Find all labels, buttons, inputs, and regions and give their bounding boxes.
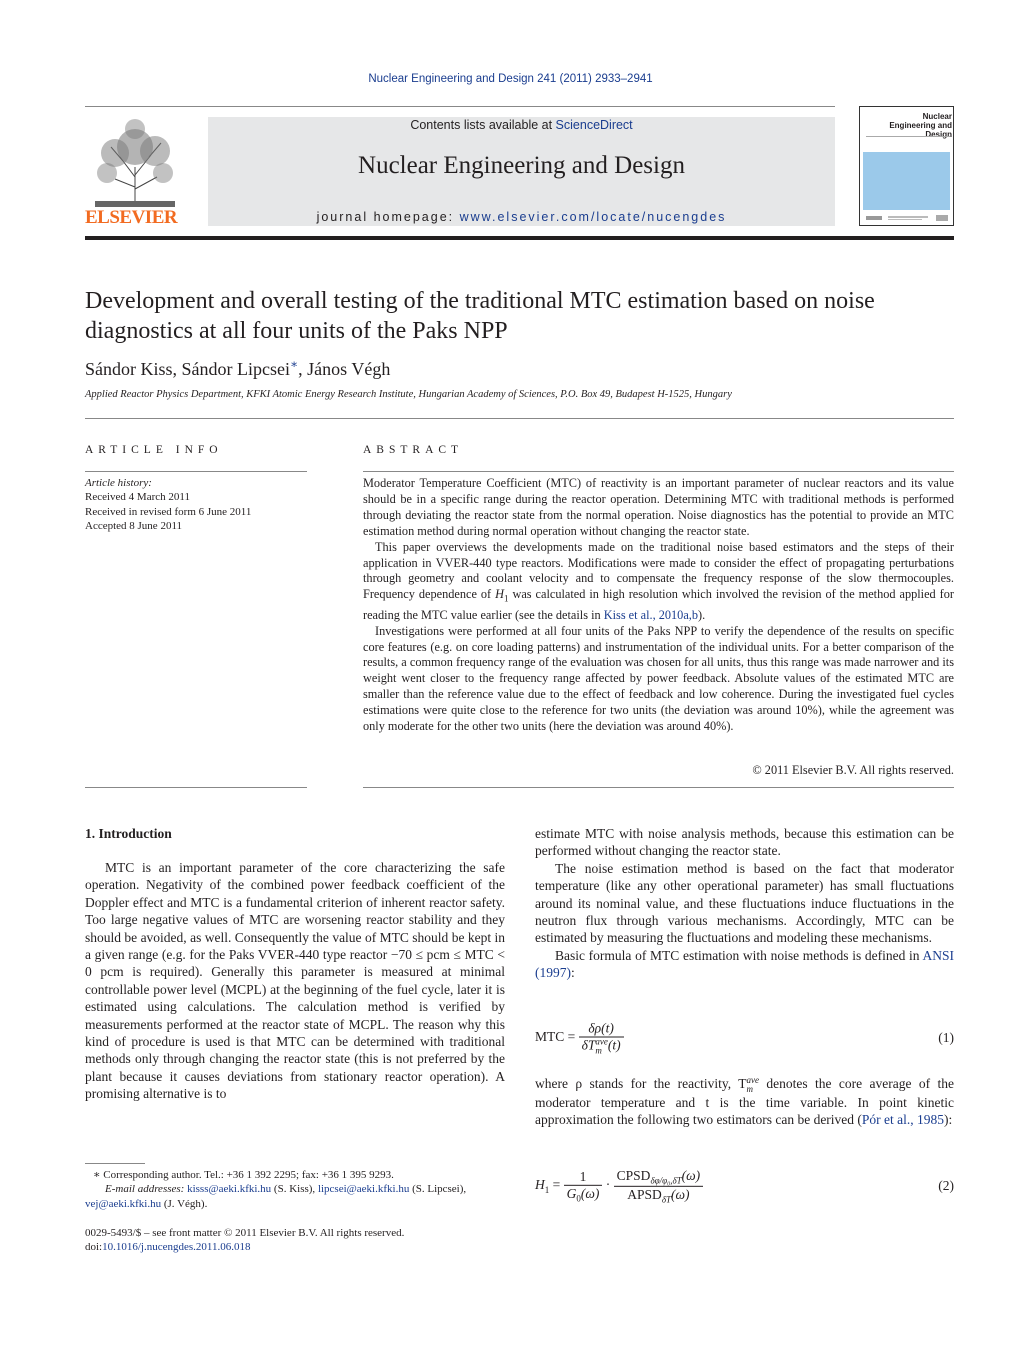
doi-line — [85, 1240, 404, 1254]
eq1-den-dt: δT — [581, 1037, 596, 1053]
eq2-f2-denominator — [614, 1187, 704, 1205]
eq2-apsd-omega: (ω) — [671, 1186, 690, 1202]
abstract-p2-text-a: This paper overviews the developments made on the traditional noise based estimators and the steps of their application in VVER-440 type reactors. Modifications were made to consider the effect of propagating perturbations through geometry and coolant velocity and to compensate the frequency response of the slow thermocouples. Frequency dependence of — [363, 539, 954, 602]
revised-date: Received in revised form 6 June 2011 — [85, 505, 252, 518]
eq2-f1-g: G — [566, 1185, 577, 1201]
corresponding-author-note: ∗ Corresponding author. Tel.: +36 1 392 2295; fax: +36 1 395 9293. — [93, 1169, 394, 1181]
accepted-date: Accepted 8 June 2011 — [85, 519, 183, 532]
abstract-p2-text-c: ). — [698, 607, 706, 622]
article-info-heading: ARTICLE INFO — [85, 444, 223, 456]
header-top-rule — [85, 106, 835, 107]
left-column-text — [85, 859, 505, 1103]
eq2-dot: · — [605, 1177, 614, 1193]
equation-2 — [535, 1163, 954, 1209]
h1-letter: H — [495, 587, 504, 602]
eq2-apsd-sub: δT — [661, 1194, 672, 1205]
journal-title: Nuclear Engineering and Design — [358, 152, 685, 179]
footnote — [85, 1168, 505, 1211]
homepage-prefix: journal homepage: — [316, 210, 460, 224]
eq2-cpsd-sub: δφ/φ₀,δT — [650, 1175, 682, 1186]
received-date: Received 4 March 2011 — [85, 491, 190, 504]
email-lipcsei-name: (S. Lipcsei), — [409, 1183, 467, 1196]
intro-paragraph-3 — [535, 947, 954, 982]
equation-2-body — [535, 1168, 703, 1204]
eq2-cpsd-omega: (ω) — [681, 1167, 701, 1183]
equation-1 — [535, 1018, 954, 1058]
eq1-den-sup: ave — [595, 1036, 608, 1047]
eq2-f1-omega: (ω) — [580, 1185, 600, 1201]
h1-symbol — [495, 587, 504, 601]
contents-prefix: Contents lists available at — [410, 118, 556, 132]
abstract-paragraph-1: Moderator Temperature Coefficient (MTC) of reactivity is an important parameter of nuclear reactors and its value should be in a specific range during the reactor operation. Determining MTC with traditional methods is performed through deviating the reactor state from the normal operation. Noise diagnostics has the potential to provide an MTC estimation method during normal operation without changing the reactor state. — [363, 476, 954, 538]
kiss-2010-citation-link[interactable]: Kiss et al., 2010a,b — [603, 607, 698, 622]
abstract-body — [363, 476, 954, 735]
eq2-f1-numerator: 1 — [564, 1169, 603, 1186]
author-list — [85, 357, 390, 380]
abstract-p2-text-b: was calculated in high resolution which involved the revision of the method applied for reading the MTC value earlier (see the details in — [363, 587, 955, 622]
intro-p4-sup: ave — [746, 1074, 759, 1085]
eq1-den-t: (t) — [607, 1037, 621, 1053]
eq1-den-scripts — [595, 1038, 608, 1056]
journal-homepage — [208, 210, 835, 224]
equation-2-number: (2) — [938, 1178, 954, 1193]
email-label: E-mail addresses: — [105, 1183, 188, 1196]
eq2-equals: = — [549, 1177, 564, 1193]
eq2-fraction-2 — [614, 1168, 704, 1204]
elsevier-tree-logo-icon — [85, 117, 185, 209]
ansi-1997-citation-link[interactable]: ANSI (1997) — [535, 947, 954, 981]
intro-p4-text-b: denotes the core average of the moderator temperature and t is the time variable. In point kinetic approximation the following two estimators can be derived ( — [535, 1076, 954, 1128]
elsevier-wordmark: ELSEVIER — [85, 207, 178, 228]
eq1-numerator — [579, 1021, 624, 1038]
intro-paragraph-4 — [535, 1075, 954, 1129]
email-vegh-name: (J. Végh). — [161, 1197, 208, 1210]
contents-line — [208, 118, 835, 132]
intro-paragraph-1: MTC is an important parameter of the core characterizing the safe operation. Negativity of the combined power feedback coefficient of the Doppler effect and MTC is a fundamental criterion of inherent reactor safety. Too large negative values of MTC are worsening reactor stability and they should be avoided, as well. Consequently the value of MTC should be kept in a given range (e.g. for the Paks VVER-440 type reactor −70 ≤ pcm ≤ MTC < 0 pcm is required). Generally this parameter is measured at minimal controllable power level (MCPL) at the beginning of the fuel cycle, later it is estimated using calculations. The calculation method is verified by measurements performed at the reactor state of MCPL. The reason why this kind of procedure is used is that MTC can be determined with traditional methods only through changing the reactor state (this is not preferred by the plant because it causes deviations from stationary reactor operation). A promising alternative is to — [85, 860, 505, 1102]
abstract-copyright: © 2011 Elsevier B.V. All rights reserved. — [752, 763, 954, 777]
eq2-f1-denominator — [564, 1186, 603, 1204]
cover-blue-panel — [863, 152, 950, 210]
abstract-paragraph-3: Investigations were performed at all four units of the Paks NPP to verify the dependence of the results on specific core features (e.g. on core loading patterns) and instrumentation of the individual units. For a better comparison of the results, a common frequency range of the evaluation was chosen for all units, thus this range was made narrower and its weight went closer to the frequency range affected by power feedback. Absolute values of the estimated MTC are smaller than the reference value due to the effect of feedback and low coherence. During the investigated fuel cycles estimations were quite close to the reference for two units (the deviation was around 10%), while the agreement was only moderate for the other two units (here the deviation was around 40%). — [363, 623, 954, 734]
eq1-denominator — [579, 1038, 624, 1056]
cover-subtitle-line — [866, 136, 950, 140]
header-thick-rule — [85, 236, 954, 240]
cover-title: Nuclear Engineering and Design — [889, 112, 952, 139]
intro-p3-text: Basic formula of MTC estimation with noise methods is defined in — [555, 947, 923, 963]
email-addresses — [85, 1182, 505, 1196]
intro-paragraph-1-continued: estimate MTC with noise analysis methods, because this estimation can be performed without changing the reactor state. — [535, 826, 954, 859]
eq1-lhs: MTC = — [535, 1029, 579, 1045]
abstract-paragraph-2 — [363, 540, 954, 624]
introduction-heading: 1. Introduction — [85, 826, 172, 841]
eq2-fraction-1 — [564, 1169, 603, 1204]
section-rule — [85, 418, 954, 419]
abstract-heading: ABSTRACT — [363, 444, 464, 456]
author-lipcsei: Sándor Lipcsei — [181, 359, 290, 379]
footnote-rule — [85, 1163, 145, 1164]
equation-1-number: (1) — [938, 1030, 954, 1045]
intro-p4-sub: m — [746, 1083, 753, 1094]
email-addresses-cont — [85, 1197, 505, 1211]
right-column-text-middle — [535, 1075, 954, 1129]
eq1-den-sub: m — [595, 1045, 602, 1056]
article-info-bottom-rule — [85, 787, 307, 788]
email-lipcsei-link[interactable]: lipcsei@aeki.kfki.hu — [317, 1183, 410, 1196]
abstract-bottom-rule — [363, 787, 954, 788]
author-vegh: , János Végh — [298, 359, 391, 379]
article-history — [85, 476, 251, 533]
eq2-h: H — [535, 1177, 545, 1193]
right-column-text-top — [535, 825, 954, 982]
eq1-numerator-text: δρ(t) — [588, 1020, 614, 1036]
doi-link[interactable]: 10.1016/j.nucengdes.2011.06.018 — [102, 1241, 251, 1254]
history-label: Article history: — [85, 477, 152, 489]
issn-line: 0029-5493/$ – see front matter © 2011 Elsevier B.V. All rights reserved. — [85, 1227, 405, 1239]
front-matter — [85, 1226, 404, 1255]
author-kiss: Sándor Kiss, — [85, 359, 182, 379]
eq2-h-sub: 1 — [544, 1184, 550, 1195]
eq2-f1-g-sub: 0 — [576, 1193, 581, 1204]
article-info-rule — [85, 471, 307, 472]
cover-footer-marks-icon — [866, 214, 950, 222]
eq1-fraction — [579, 1021, 624, 1056]
intro-p3-colon: : — [571, 965, 575, 981]
email-kiss-link[interactable]: kisss@aeki.kfki.hu — [187, 1183, 272, 1196]
intro-paragraph-2: The noise estimation method is based on the fact that moderator temperature (like any other operational parameter) has small fluctuations around its nominal value, and these fluctuations induce fluctuations in the neutron flux through various mechanisms. Accordingly, MTC can be estimated by measuring the fluctuations and modeling these mechanisms. — [535, 860, 954, 946]
affiliation: Applied Reactor Physics Department, KFKI Atomic Energy Research Institute, Hungarian Academy of Sciences, P.O. Box 49, Budapest H-1525, Hungary — [85, 389, 732, 400]
email-vegh-link[interactable]: vej@aeki.kfki.hu — [85, 1197, 162, 1210]
eq2-f2-numerator — [614, 1168, 704, 1187]
equation-1-body — [535, 1021, 624, 1056]
por-1985-citation-link[interactable]: Pór et al., 1985 — [861, 1112, 945, 1128]
intro-p4-text-a: where ρ stands for the reactivity, T — [535, 1076, 747, 1091]
homepage-link[interactable]: www.elsevier.com/locate/nucengdes — [459, 210, 727, 224]
eq2-apsd: APSD — [627, 1186, 662, 1202]
h1-subscript: 1 — [503, 593, 509, 604]
corresponding-author-marker[interactable]: ∗ — [290, 357, 299, 371]
intro-p4-text-c: ): — [944, 1112, 953, 1128]
article-title: Development and overall testing of the traditional MTC estimation based on noise diagnostics at all four units of the Paks NPP — [85, 288, 875, 344]
abstract-rule — [363, 471, 954, 472]
email-kiss-name: (S. Kiss), — [271, 1183, 318, 1196]
eq2-cpsd: CPSD — [616, 1167, 651, 1183]
intro-p4-scripts — [747, 1076, 760, 1094]
doi-prefix: doi: — [85, 1241, 103, 1254]
journal-citation[interactable]: Nuclear Engineering and Design 241 (2011) 2933–2941 — [368, 73, 653, 85]
sciencedirect-link[interactable]: ScienceDirect — [555, 118, 633, 132]
